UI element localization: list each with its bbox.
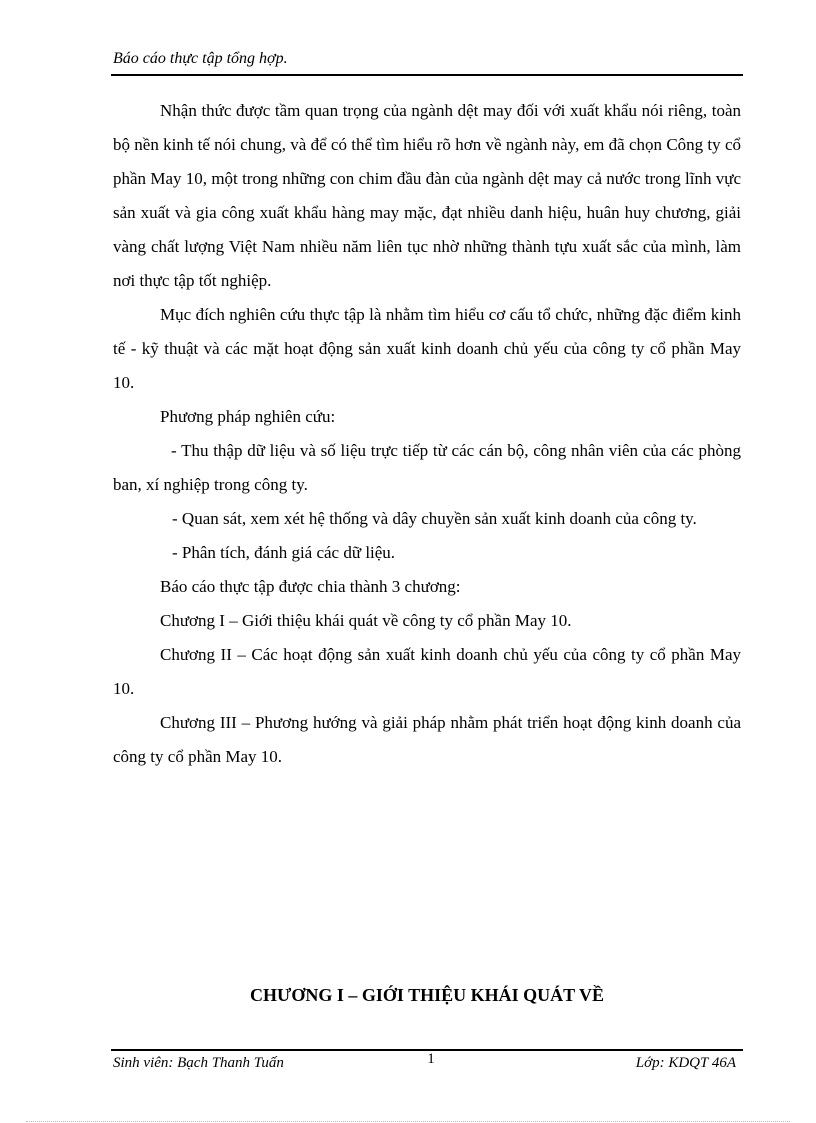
chapter-heading: CHƯƠNG I – GIỚI THIỆU KHÁI QUÁT VỀ [250,985,604,1005]
intro-paragraph: Nhận thức được tầm quan trọng của ngành dệt may đối với xuất khẩu nói riêng, toàn bộ nền kinh tế nói chung, và để có thể tìm hiểu rõ hơn về ngành này, em đã chọn Công ty cổ phần May 10, một trong những con chim đầu đàn của ngành dệt may cả nước trong lĩnh vực sản xuất và gia công xuất khẩu hàng may mặc, đạt nhiều danh hiệu, huân huy chương, giải vàng chất lượng Việt Nam nhiều năm liên tục nhờ những thành tựu xuất sắc của mình, làm nơi thực tập tốt nghiệp. [113,101,741,290]
document-body [113,94,741,774]
chapter-2-summary: Chương II – Các hoạt động sản xuất kinh doanh chủ yếu của công ty cổ phần May 10. [113,645,741,698]
footer-student-name: Sinh viên: Bạch Thanh Tuấn [113,1055,284,1071]
method-item-observation: - Quan sát, xem xét hệ thống và dây chuyền sản xuất kinh doanh của công ty. [172,509,697,528]
header-divider [111,74,743,76]
method-item-analysis: - Phân tích, đánh giá các dữ liệu. [172,543,396,562]
structure-paragraph: Báo cáo thực tập được chia thành 3 chương: [160,577,461,596]
chapter-1-summary: Chương I – Giới thiệu khái quát về công ty cổ phần May 10. [160,611,572,630]
chapter-3-summary: Chương III – Phương hướng và giải pháp nhằm phát triển hoạt động kinh doanh của công ty cổ phần May 10. [113,713,741,766]
page-number: 1 [427,1051,435,1067]
purpose-paragraph: Mục đích nghiên cứu thực tập là nhằm tìm hiểu cơ cấu tổ chức, những đặc điểm kinh tế - kỹ thuật và các mặt hoạt động sản xuất kinh doanh chủ yếu của công ty cổ phần May 10. [113,305,741,392]
method-heading: Phương pháp nghiên cứu: [160,407,336,426]
page-header-title: Báo cáo thực tập tổng hợp. [113,50,288,67]
method-item-data-collection: - Thu thập dữ liệu và số liệu trực tiếp từ các cán bộ, công nhân viên của các phòng ban, xí nghiệp trong công ty. [113,441,741,494]
footer-class: Lớp: KDQT 46A [635,1055,736,1071]
page-bottom-border [26,1121,790,1122]
